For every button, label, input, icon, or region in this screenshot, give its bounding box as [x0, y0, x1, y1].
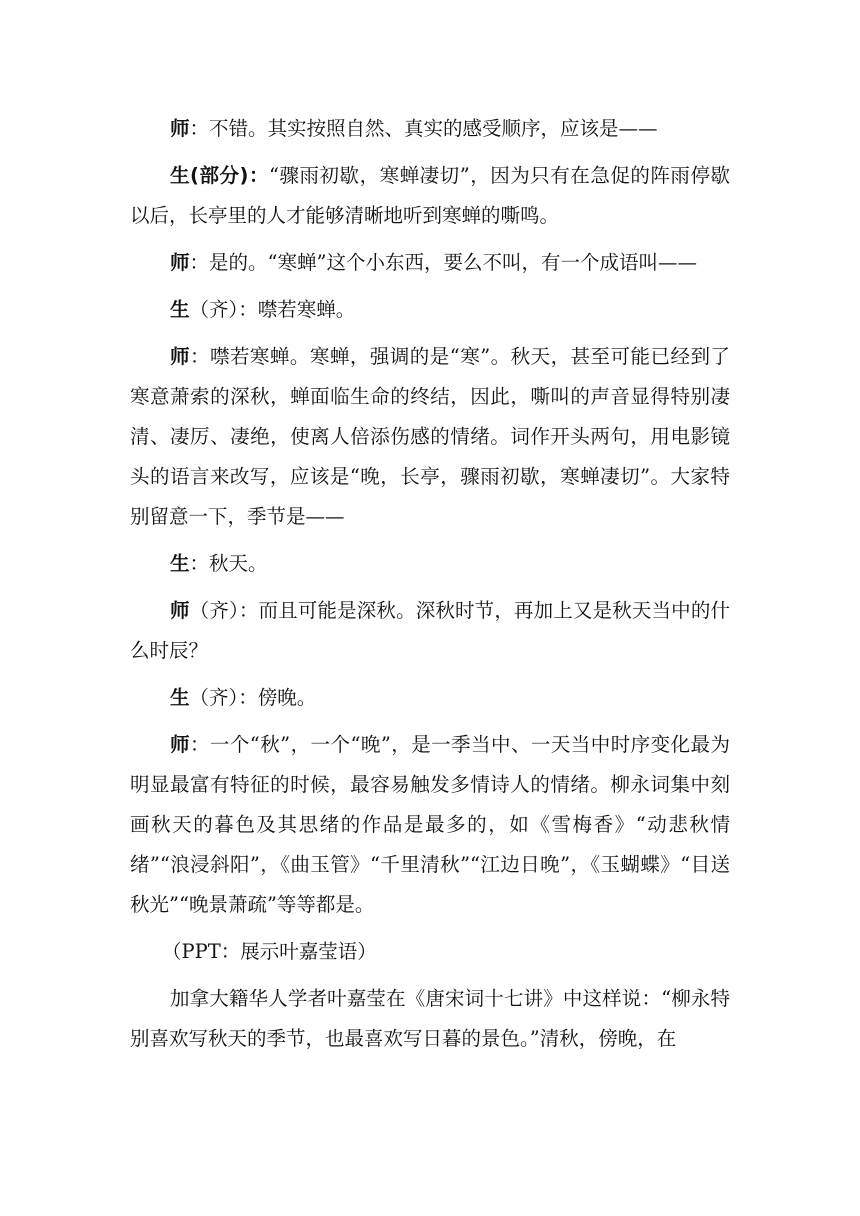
speaker-separator: ：: [189, 345, 210, 368]
dialogue-paragraph: [130, 109, 730, 149]
speaker-separator: （齐）：: [189, 599, 259, 622]
speaker-separator: ：: [189, 552, 210, 575]
paragraph-text: 不错。其实按照自然、真实的感受顺序，应该是——: [209, 117, 658, 140]
speaker-separator: ：: [189, 251, 210, 274]
dialogue-paragraph: [130, 591, 730, 671]
speaker-separator: ：: [189, 733, 210, 756]
paragraph-text: “骤雨初歇，寒蝉凄切”，因为只有在急促的阵雨停歇以后，长亭里的人才能够清晰地听到寒蝉的嘶鸣。: [130, 164, 730, 227]
speaker-label: 生: [170, 552, 190, 575]
paragraph-text: 一个“秋”，一个“晚”，是一季当中、一天当中时序变化最为明显最富有特征的时候，最容易触发多情诗人的情绪。柳永词集中刻画秋天的暮色及其思绪的作品是最多的，如《雪梅香》“动悲秋情绪”“浪浸斜阳”，《曲玉管》“千里清秋”“江边日晚”，《玉蝴蝶》“目送秋光”“晚景萧疏”等等都是。: [130, 733, 730, 916]
dialogue-paragraph: [130, 337, 730, 537]
dialogue-paragraph: [130, 725, 730, 925]
dialogue-paragraph: [130, 544, 730, 584]
paragraph-text: 噤若寒蝉。: [257, 298, 356, 321]
speaker-label: 生: [170, 298, 190, 321]
dialogue-paragraph: [130, 156, 730, 236]
speaker-label: 师: [170, 345, 190, 368]
paragraph-text: （PPT：展示叶嘉莹语）: [162, 940, 377, 963]
paragraph-text: 傍晚。: [257, 686, 317, 709]
speaker-label: 生: [170, 686, 190, 709]
speaker-separator: （齐）：: [189, 686, 258, 709]
paragraph-text: 是的。“寒蝉”这个小东西，要么不叫，有一个成语叫——: [209, 251, 697, 274]
paragraph-text: 秋天。: [209, 552, 268, 575]
speaker-label: 师: [170, 599, 190, 622]
paragraph-text: 加拿大籍华人学者叶嘉莹在《唐宋词十七讲》中这样说：“柳永特别喜欢写秋天的季节，也最喜欢写日暮的景色。”清秋，傍晚，在: [130, 987, 730, 1050]
paragraph-text: 噤若寒蝉。寒蝉，强调的是“寒”。秋天，甚至可能已经到了寒意萧索的深秋，蝉面临生命的终结，因此，嘶叫的声音显得特别凄清、凄厉、凄绝，使离人倍添伤感的情绪。词作开头两句，用电影镜头的语言来改写，应该是“晚，长亭，骤雨初歇，寒蝉凄切”。大家特别留意一下，季节是——: [130, 345, 730, 528]
body-paragraph: [130, 979, 730, 1059]
document-page: [130, 109, 730, 1066]
dialogue-paragraph: [130, 290, 730, 330]
dialogue-paragraph: [130, 678, 730, 718]
speaker-label: 师: [170, 251, 190, 274]
speaker-separator: ：: [189, 117, 210, 140]
paragraph-text: 而且可能是深秋。深秋时节，再加上又是秋天当中的什么时辰？: [130, 599, 730, 662]
stage-note: [130, 932, 730, 972]
dialogue-paragraph: [130, 243, 730, 283]
speaker-label: 师: [170, 117, 190, 140]
speaker-separator: (部分)：: [190, 164, 269, 187]
speaker-label: 生: [170, 164, 191, 187]
speaker-label: 师: [170, 733, 190, 756]
speaker-separator: （齐）：: [189, 298, 258, 321]
